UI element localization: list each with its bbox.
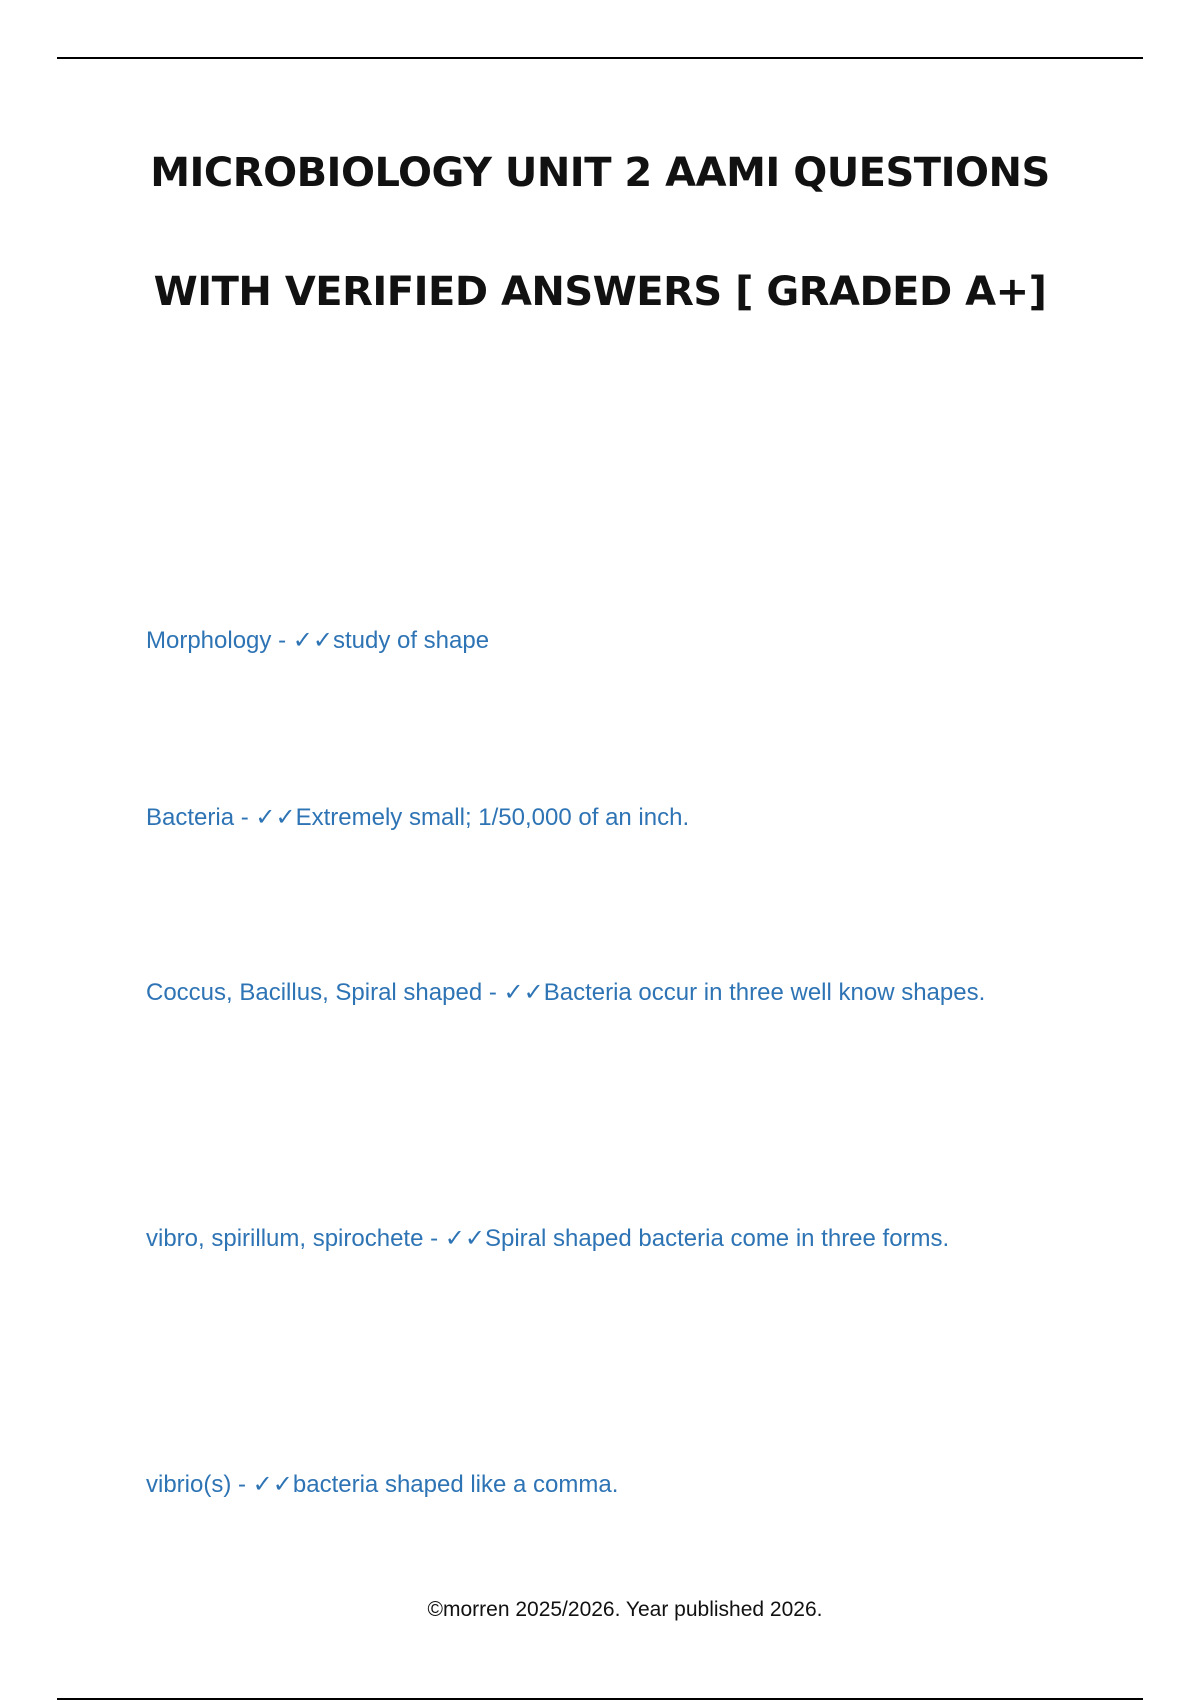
top-rule [57, 57, 1143, 59]
qa-entry-morphology [146, 604, 1046, 677]
qa-term: Coccus, Bacillus, Spiral shaped [146, 979, 483, 1006]
double-check-icon: ✓✓ [503, 979, 544, 1006]
page-footer-copyright: ©morren 2025/2026. Year published 2026. [427, 1598, 823, 1621]
qa-entry-bacteria-shapes [146, 956, 1046, 1029]
double-check-icon: ✓✓ [252, 1471, 293, 1498]
qa-entry-bacteria [146, 781, 1046, 854]
qa-answer: Bacteria occur in three well know shapes. [543, 979, 986, 1006]
title-line-2: WITH VERIFIED ANSWERS [ GRADED A+] [153, 269, 1047, 315]
qa-answer: bacteria shaped like a comma. [292, 1471, 619, 1498]
qa-separator: - [423, 1225, 445, 1252]
qa-term: vibro, spirillum, spirochete [146, 1225, 424, 1252]
qa-separator: - [271, 627, 293, 654]
double-check-icon: ✓✓ [255, 804, 296, 831]
qa-term: Bacteria [146, 804, 235, 831]
qa-entry-vibrio [146, 1448, 1046, 1521]
qa-term: Morphology [146, 627, 272, 654]
qa-separator: - [231, 1471, 253, 1498]
qa-term: vibrio(s) [146, 1471, 232, 1498]
title-line-1: MICROBIOLOGY UNIT 2 AAMI QUESTIONS [150, 150, 1050, 196]
double-check-icon: ✓✓ [292, 627, 333, 654]
qa-entry-spiral-forms [146, 1202, 1046, 1275]
qa-separator: - [482, 979, 504, 1006]
qa-separator: - [234, 804, 256, 831]
qa-answer: Extremely small; 1/50,000 of an inch. [295, 804, 690, 831]
qa-answer: study of shape [332, 627, 490, 654]
qa-answer: Spiral shaped bacteria come in three forms. [484, 1225, 950, 1252]
double-check-icon: ✓✓ [444, 1225, 485, 1252]
